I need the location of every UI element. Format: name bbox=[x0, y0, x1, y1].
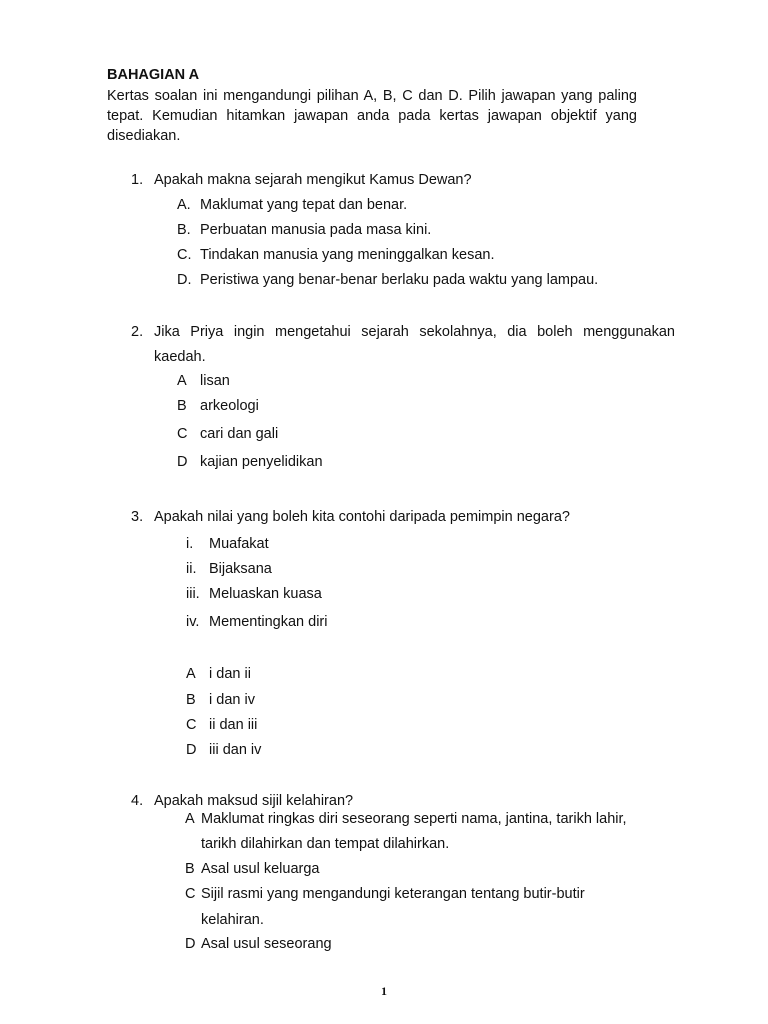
option-text: Asal usul keluarga bbox=[201, 861, 320, 877]
option-label: B. bbox=[177, 222, 191, 238]
option-label: D bbox=[185, 936, 196, 952]
section-title: BAHAGIAN A bbox=[107, 67, 200, 83]
question-text: Apakah nilai yang boleh kita contohi daripada pemimpin negara? bbox=[154, 509, 570, 525]
statement-label: iii. bbox=[186, 586, 200, 602]
option-text: lisan bbox=[200, 373, 230, 389]
option-text-continued: kelahiran. bbox=[201, 912, 264, 928]
question-number: 4. bbox=[131, 793, 144, 809]
statement-label: i. bbox=[186, 536, 194, 552]
option-label: C bbox=[185, 886, 196, 902]
option-text: kajian penyelidikan bbox=[200, 454, 323, 470]
statement-label: ii. bbox=[186, 561, 197, 577]
statement-text: Mementingkan diri bbox=[209, 614, 328, 630]
section-instructions: Kertas soalan ini mengandungi pilihan A, B, C dan D. Pilih jawapan yang paling tepat. Kemudian hitamkan jawapan anda pada kertas jawapan objektif yang disediakan. bbox=[107, 88, 637, 144]
option-text: iii dan iv bbox=[209, 742, 262, 758]
statement-text: Muafakat bbox=[209, 536, 269, 552]
option-label: C bbox=[177, 426, 188, 442]
option-text: Perbuatan manusia pada masa kini. bbox=[200, 222, 432, 238]
option-label: A bbox=[185, 811, 195, 827]
option-label: C. bbox=[177, 247, 192, 263]
option-text: Peristiwa yang benar-benar berlaku pada waktu yang lampau. bbox=[200, 272, 599, 288]
question-number: 3. bbox=[131, 509, 144, 525]
option-text: ii dan iii bbox=[209, 717, 258, 733]
question-text: Apakah maksud sijil kelahiran? bbox=[154, 793, 354, 809]
statement-text: Meluaskan kuasa bbox=[209, 586, 322, 602]
option-label: B bbox=[177, 398, 187, 414]
question-text: Jika Priya ingin mengetahui sejarah sekolahnya, dia boleh menggunakan kaedah. bbox=[154, 324, 675, 365]
option-label: A bbox=[186, 666, 196, 682]
option-label: B bbox=[185, 861, 195, 877]
option-label: A. bbox=[177, 197, 191, 213]
option-label: C bbox=[186, 717, 197, 733]
option-text: Maklumat ringkas diri seseorang seperti nama, jantina, tarikh lahir, bbox=[201, 811, 627, 827]
option-label: B bbox=[186, 692, 196, 708]
page-number: 1 bbox=[381, 984, 387, 998]
question-number: 2. bbox=[131, 324, 144, 340]
option-text: Maklumat yang tepat dan benar. bbox=[200, 197, 408, 213]
question-number: 1. bbox=[131, 172, 144, 188]
option-text: Asal usul seseorang bbox=[201, 936, 332, 952]
option-text: i dan iv bbox=[209, 692, 255, 708]
option-label: D bbox=[186, 742, 197, 758]
option-text: arkeologi bbox=[200, 398, 259, 414]
option-text: cari dan gali bbox=[200, 426, 279, 442]
option-text: i dan ii bbox=[209, 666, 251, 682]
statement-text: Bijaksana bbox=[209, 561, 272, 577]
option-label: D. bbox=[177, 272, 192, 288]
option-text: Sijil rasmi yang mengandungi keterangan tentang butir-butir bbox=[201, 886, 585, 902]
question-text: Apakah makna sejarah mengikut Kamus Dewan? bbox=[154, 172, 472, 188]
option-text: Tindakan manusia yang meninggalkan kesan. bbox=[200, 247, 495, 263]
option-text-continued: tarikh dilahirkan dan tempat dilahirkan. bbox=[201, 836, 450, 852]
statement-label: iv. bbox=[186, 614, 200, 630]
option-label: D bbox=[177, 454, 188, 470]
option-label: A bbox=[177, 373, 187, 389]
